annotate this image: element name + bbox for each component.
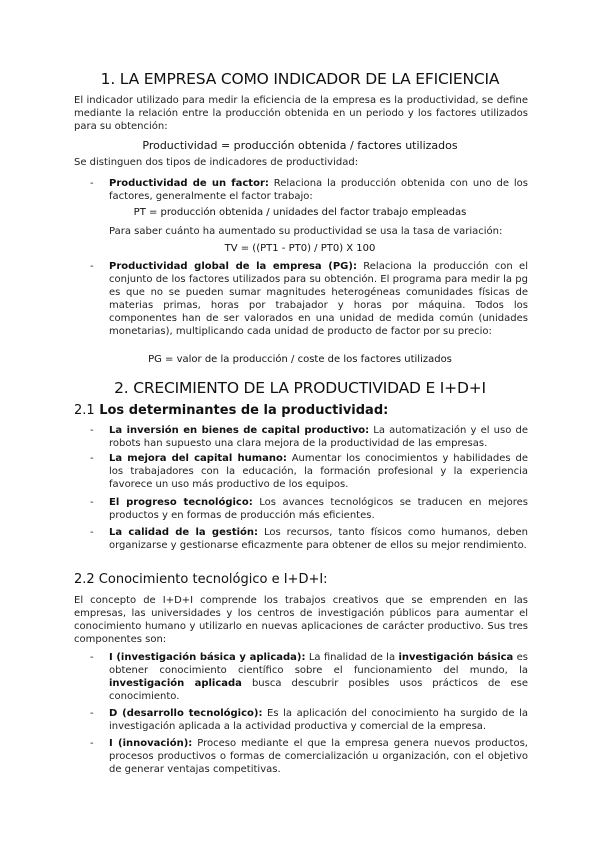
bullet-dash: - <box>90 261 94 272</box>
comp-3-text <box>109 737 528 776</box>
det-4-body: Los recursos, tanto físicos como humanos, deben organizarse y gestionarse eficazmente para obtener de ellos su mejor rendimiento. <box>109 527 528 551</box>
comp-1-part-e: busca descubrir posibles usos prácticos de ese conocimiento. <box>109 678 528 702</box>
bullet-dash: - <box>90 652 94 663</box>
comp-1-part-a: La finalidad de la <box>305 652 399 663</box>
sub2-title: 2.2 Conocimiento tecnológico e I+D+I: <box>74 572 328 587</box>
bullet-dash: - <box>90 738 94 749</box>
formula-tv: TV = ((PT1 - PT0) / PT0) X 100 <box>224 243 376 254</box>
comp-2-body: Es la aplicación del conocimiento ha surgido de la investigación aplicada a la actividad productiva y comercial de la empresa. <box>109 708 528 732</box>
bullet-global-body: Relaciona la producción con el conjunto de los factores utilizados para su obtención. El programa para medir la pg es que no se pueden sumar magnitudes heterogéneas comunidades físicas de materias primas, horas por trabajador y horas por máquina. Todos los componentes han de ser valorados en una unidad de medida común (unidades monetarias), multiplicando cada unidad de producto de factor por su precio: <box>109 261 528 337</box>
comp-1-basic: investigación básica <box>398 652 514 663</box>
variation-text: Para saber cuánto ha aumentado su productividad se usa la tasa de variación: <box>109 226 503 237</box>
bullet-factor-text <box>109 177 528 203</box>
bullet-global-label: Productividad global de la empresa (PG): <box>109 261 357 272</box>
comp-1-applied: investigación aplicada <box>109 678 242 689</box>
sub1-text: Los determinantes de la productividad: <box>94 403 389 418</box>
bullet-dash: - <box>90 708 94 719</box>
section1-title: 1. LA EMPRESA COMO INDICADOR DE LA EFICIENCIA <box>100 70 500 88</box>
det-2-body: Aumentar los conocimientos y habilidades de los trabajadores con la educación, la formación profesional y la experiencia favorece un uso más productivo de los equipos. <box>109 453 528 490</box>
sub1-number: 2.1 <box>74 403 95 418</box>
types-intro: Se distinguen dos tipos de indicadores de productividad: <box>74 157 359 168</box>
det-1-text <box>109 424 528 450</box>
det-1-body: La automatización y el uso de robots han supuesto una clara mejora de la productividad de las empresas. <box>109 425 529 449</box>
bullet-dash: - <box>90 497 94 508</box>
bullet-dash: - <box>90 178 94 189</box>
comp-1-part-c: es obtener conocimiento científico sobre el funcionamiento del mundo, la <box>109 652 528 676</box>
comp-2-label: D (desarrollo tecnológico): <box>109 708 263 719</box>
det-2-label: La mejora del capital humano: <box>109 453 287 464</box>
bullet-global-text <box>109 260 528 338</box>
formula-productividad: Productividad = producción obtenida / factores utilizados <box>142 139 458 152</box>
det-3-text <box>109 496 528 522</box>
formula-pt: PT = producción obtenida / unidades del factor trabajo empleadas <box>133 207 467 218</box>
sub2-intro: El concepto de I+D+I comprende los trabajos creativos que se emprenden en las empresas, las universidades y los centros de investigación públicos para aumentar el conocimiento humano y utilizarlo en nuevas aplicaciones de carácter productivo. Sus tres componentes son: <box>74 595 528 645</box>
bullet-dash: - <box>90 453 94 464</box>
det-1-label: La inversión en bienes de capital productivo: <box>109 425 370 436</box>
bullet-factor-body: Relaciona la producción obtenida con uno de los factores, generalmente el factor trabajo: <box>109 178 528 202</box>
section2-title: 2. CRECIMIENTO DE LA PRODUCTIVIDAD E I+D+I <box>114 379 486 397</box>
section1-intro: El indicador utilizado para medir la eficiencia de la empresa es la productividad, se define mediante la relación entre la producción obtenida en un periodo y los factores utilizados para su obtención: <box>74 95 528 132</box>
sub1-title <box>74 403 388 418</box>
bullet-dash: - <box>90 527 94 538</box>
comp-3-body: Proceso mediante el que la empresa genera nuevos productos, procesos productivos o formas de comercialización u organización, con el objetivo de generar ventajas competitivas. <box>109 738 528 775</box>
det-4-text <box>109 526 528 552</box>
det-4-label: La calidad de la gestión: <box>109 527 259 538</box>
bullet-factor-label: Productividad de un factor: <box>109 178 269 189</box>
comp-3-label: I (innovación): <box>109 738 193 749</box>
bullet-dash: - <box>90 425 94 436</box>
comp-1-label: I (investigación básica y aplicada): <box>109 652 306 663</box>
det-2-text <box>109 452 528 491</box>
comp-2-text <box>109 707 528 733</box>
comp-1-text <box>109 651 528 703</box>
det-3-body: Los avances tecnológicos se traducen en mejores productos y en formas de producción más eficientes. <box>109 497 528 521</box>
det-3-label: El progreso tecnológico: <box>109 497 253 508</box>
formula-pg: PG = valor de la producción / coste de los factores utilizados <box>148 354 452 365</box>
